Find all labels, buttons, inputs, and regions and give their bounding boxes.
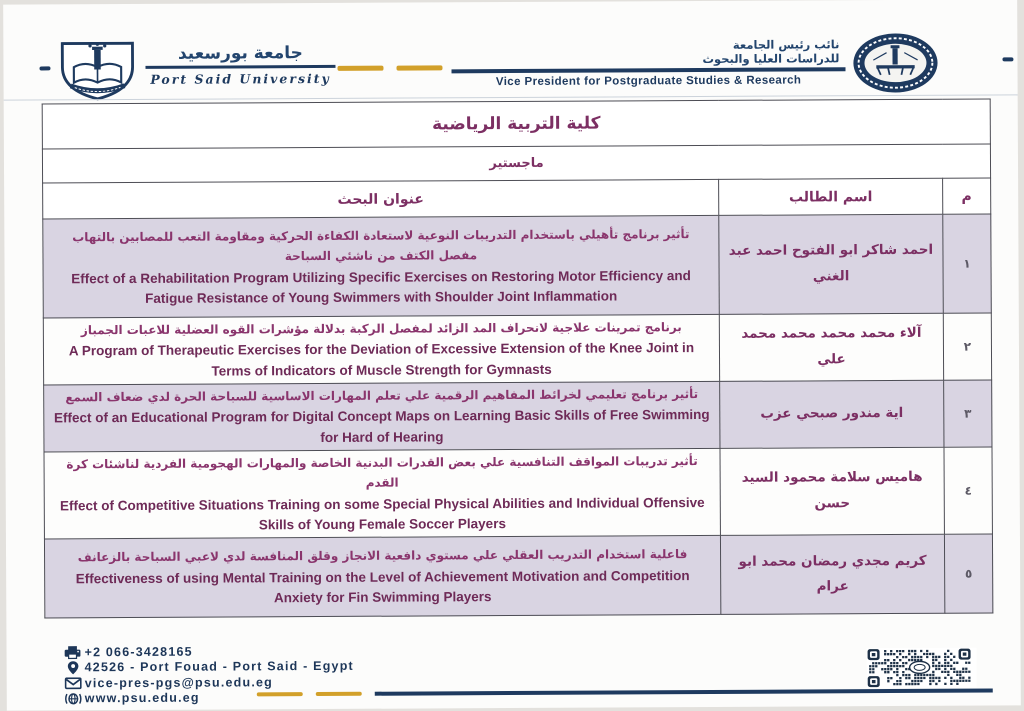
contact-phone-line	[61, 643, 354, 660]
left-crop-dash	[39, 66, 50, 70]
qr-center-logo	[910, 661, 930, 673]
office-name-arabic-line1: نائب رئيس الجامعة	[451, 38, 839, 54]
research-title-cell	[44, 536, 720, 619]
research-table	[42, 98, 994, 618]
column-header-number: م	[943, 178, 991, 214]
university-name-english: Port Said University	[145, 68, 335, 87]
research-title-arabic: تأثير برنامج تعليمي لخرائط المفاهيم الرقمية علي تعلم المهارات الاساسية للسباحة الحرة لدي ضعاف السمع	[52, 384, 711, 408]
fax-phone-icon	[61, 645, 85, 659]
footer-gold-dash	[257, 692, 303, 697]
row-number: ٤	[944, 447, 992, 535]
research-title-cell	[44, 381, 720, 452]
office-name-arabic-line2: للدراسات العليا والبحوث	[451, 52, 839, 68]
research-title-english: Effectiveness of using Mental Training on the Level of Achievement Motivation and Competition Anxiety for Fin Swimming Players	[53, 565, 712, 610]
phone-number: +2 066-3428165	[85, 644, 193, 659]
table-header-row	[43, 178, 991, 219]
degree-label: ماجستير	[42, 144, 990, 183]
right-crop-dash	[1002, 57, 1013, 61]
letterhead	[3, 0, 1018, 105]
table-row	[44, 447, 992, 539]
row-number: ٣	[944, 380, 992, 447]
faculty-title: كلية التربية الرياضية	[42, 99, 990, 149]
student-name: آلاء محمد محمد محمد محمد علي	[719, 313, 943, 381]
student-name: كريم مجدي رمضان محمد ابو عرام	[720, 534, 944, 614]
row-number: ٥	[944, 534, 992, 613]
row-number: ١	[943, 214, 992, 313]
qr-code	[867, 648, 977, 689]
university-name-arabic: جامعة بورسعيد	[145, 43, 335, 64]
row-number: ٢	[943, 313, 991, 380]
research-title-english: Effect of a Rehabilitation Program Utilizing Specific Exercises on Restoring Motor Efficiency and Fatigue Resistance of Young Swimmers with Shoulder Joint Inflammation	[52, 265, 711, 310]
contact-block	[61, 643, 355, 707]
research-title-cell	[44, 448, 720, 539]
website-globe-icon	[61, 692, 85, 705]
letterfoot	[6, 633, 1020, 710]
research-title-cell	[43, 314, 719, 384]
column-header-student-name: اسم الطالب	[719, 178, 943, 215]
website-url: www.psu.edu.eg	[85, 691, 200, 706]
contact-email-line	[61, 674, 354, 691]
student-name: احمد شاكر ابو الفتوح احمد عبد الغني	[719, 214, 944, 314]
research-table-wrapper	[42, 98, 994, 618]
contact-address-line	[61, 658, 354, 675]
document-page	[3, 0, 1021, 711]
university-crest-icon	[55, 40, 139, 102]
office-name-english: Vice President for Postgraduate Studies & Research	[452, 71, 846, 88]
student-name: هاميس سلامة محمود السيد حسن	[720, 447, 944, 535]
research-title-english: Effect of Competitive Situations Training on some Special Physical Abilities and Individual Offensive Skills of Young Female Soccer Players	[53, 492, 712, 537]
footer-navy-line	[375, 688, 993, 695]
university-name-block	[145, 43, 335, 87]
research-title-english: Effect of an Educational Program for Digital Concept Maps on Learning Basic Skills of Free Swimming for Hard of Hearing	[52, 404, 711, 449]
student-name: اية مندور صبحي عزب	[720, 380, 944, 448]
research-title-arabic: برنامج تمرينات علاجية لانحراف المد الزائد لمفصل الركبة بدلالة مؤشرات القوه العضلية للاعبات الجمباز	[52, 317, 711, 341]
footer-rule	[257, 688, 993, 696]
table-row	[44, 534, 992, 618]
header-gold-dashes	[337, 65, 442, 70]
research-title-english: A Program of Therapeutic Exercises for the Deviation of Excessive Extension of the Knee Joint in Terms of Indicators of Muscle Strength for Gymnasts	[52, 337, 711, 382]
table-row	[43, 313, 991, 385]
postgraduate-emblem-icon	[849, 32, 941, 94]
table-row	[43, 214, 992, 318]
table-row	[44, 380, 992, 452]
research-title-arabic: تأثير برنامج تأهيلي باستخدام التدريبات النوعية لاستعادة الكفاءة الحركية ومقاومة التعب للمصابين بالتهاب مفصل الكتف من ناشئي السباحة	[51, 224, 710, 268]
research-title-arabic: فاعلية استخدام التدريب العقلي علي مستوي دافعية الانجاز وقلق المنافسة لدي لاعبي السباحة بالزعانف	[53, 544, 712, 568]
email-icon	[61, 677, 85, 689]
office-title-block	[451, 38, 845, 88]
location-pin-icon	[61, 660, 85, 675]
postal-address: 42526 - Port Fouad - Port Said - Egypt	[85, 659, 354, 674]
column-header-research-title: عنوان البحث	[43, 179, 719, 219]
faculty-title-row	[42, 99, 990, 149]
email-address: vice-pres-pgs@psu.edu.eg	[85, 675, 273, 690]
research-title-arabic: تأثير تدريبات المواقف التنافسية علي بعض القدرات البدنية الخاصة والمهارات الهجومية الفردية لناشئات كرة القدم	[53, 451, 712, 495]
footer-gold-dash	[316, 691, 362, 696]
research-title-cell	[43, 215, 720, 318]
degree-row	[42, 144, 990, 183]
